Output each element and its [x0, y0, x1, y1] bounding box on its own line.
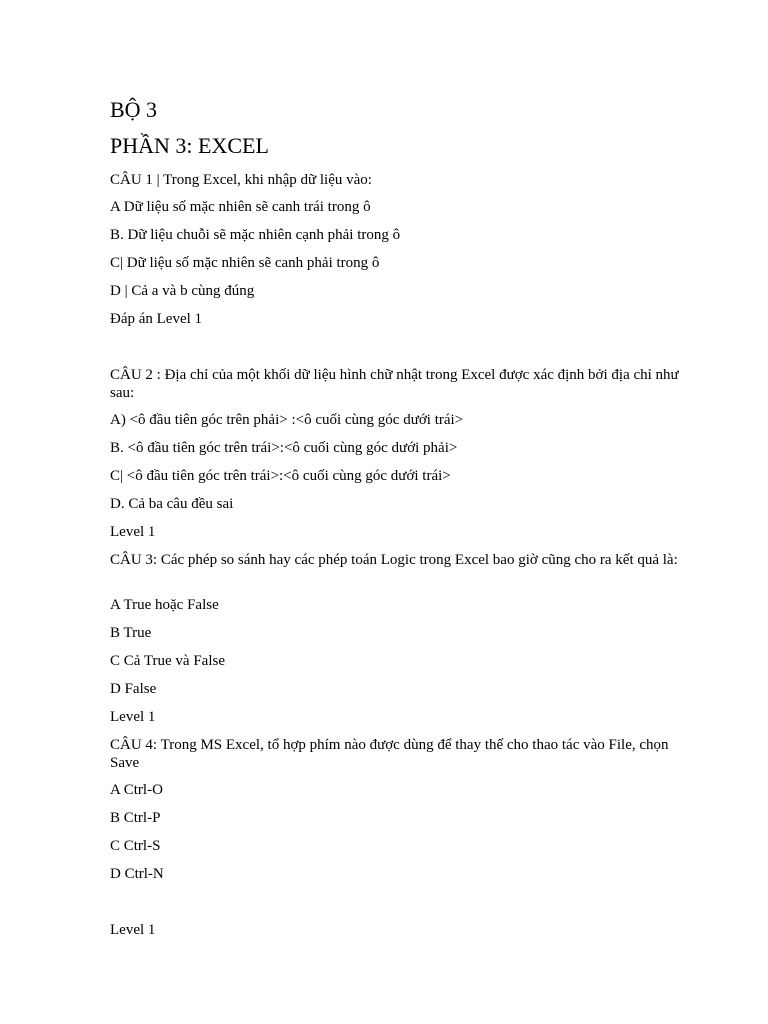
- question-2-option-d: D. Cả ba câu đều sai: [110, 496, 234, 512]
- question-1-option-a: A Dữ liệu số mặc nhiên sẽ canh trái trong ô: [110, 199, 371, 215]
- question-2-option-b: B. <ô đầu tiên góc trên trái>:<ô cuối cùng góc dưới phải>: [110, 440, 458, 456]
- question-2-footer: Level 1: [110, 524, 156, 540]
- question-4-footer: Level 1: [110, 922, 156, 938]
- question-1-text: CÂU 1 | Trong Excel, khi nhập dữ liệu vào:: [110, 172, 372, 188]
- question-1-option-c: C| Dữ liệu số mặc nhiên sẽ canh phải trong ô: [110, 255, 380, 271]
- question-4-option-d: D Ctrl-N: [110, 866, 164, 882]
- question-3-option-d: D False: [110, 681, 157, 697]
- question-2-option-c: C| <ô đầu tiên góc trên trái>:<ô cuối cùng góc dưới trái>: [110, 468, 451, 484]
- question-1-option-d: D | Cả a và b cùng đúng: [110, 283, 255, 299]
- question-4-option-b: B Ctrl-P: [110, 810, 161, 826]
- question-2-text: CÂU 2 : Địa chỉ của một khối dữ liệu hình chữ nhật trong Excel được xác định bởi địa chỉ như sau:: [110, 367, 679, 401]
- question-2-option-a: A) <ô đầu tiên góc trên phải> :<ô cuối cùng góc dưới trái>: [110, 412, 464, 428]
- question-4-option-a: A Ctrl-O: [110, 782, 163, 798]
- question-3-option-b: B True: [110, 625, 152, 641]
- question-4-text: CÂU 4: Trong MS Excel, tổ hợp phím nào được dùng để thay thế cho thao tác vào File, chọn Save: [110, 737, 669, 771]
- question-1-option-b: B. Dữ liệu chuỗi sẽ mặc nhiên cạnh phải trong ô: [110, 227, 401, 243]
- question-3-text: CÂU 3: Các phép so sánh hay các phép toán Logic trong Excel bao giờ cũng cho ra kết quả là:: [110, 552, 678, 568]
- question-3-option-a: A True hoặc False: [110, 597, 219, 613]
- question-4-option-c: C Ctrl-S: [110, 838, 161, 854]
- question-3-footer: Level 1: [110, 709, 156, 725]
- set-title: BỘ 3: [110, 97, 158, 122]
- section-title: PHẦN 3: EXCEL: [110, 133, 269, 158]
- question-3-option-c: C Cả True và False: [110, 653, 226, 669]
- question-1-footer: Đáp án Level 1: [110, 311, 203, 327]
